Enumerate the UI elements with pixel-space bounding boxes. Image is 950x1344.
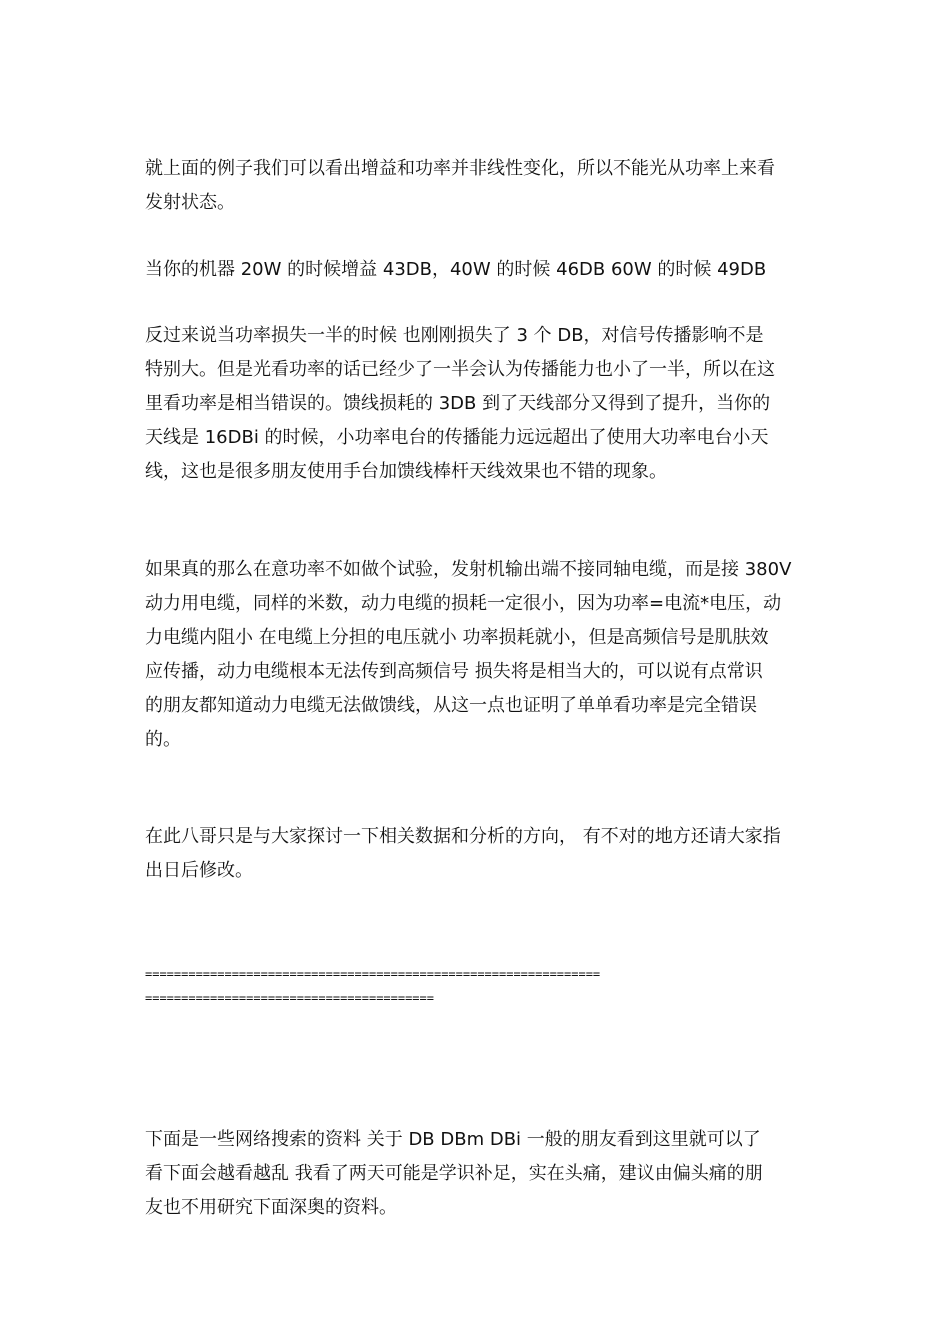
text-line: 反过来说当功率损失一半的时候 也刚刚损失了 3 个 DB，对信号传播影响不是 [145,325,764,346]
text-line: 线，这也是很多朋友使用手台加馈线棒杆天线效果也不错的现象。 [145,461,667,482]
text-line: 在此八哥只是与大家探讨一下相关数据和分析的方向， 有不对的地方还请大家指 [145,826,781,847]
paragraph-gain-power-nonlinear [145,152,813,220]
text-line: 如果真的那么在意功率不如做个试验，发射机输出端不接同轴电缆，而是接 380V [145,559,792,580]
text-line: 里看功率是相当错误的。馈线损耗的 3DB 到了天线部分又得到了提升，当你的 [145,393,771,414]
paragraph-half-power-loss [145,319,813,489]
separator-line [145,962,805,1010]
text-line: 的。 [145,729,181,750]
paragraph-power-gain-values [145,253,813,287]
separator-row: ======================================== [145,991,434,1005]
text-line: 应传播，动力电缆根本无法传到高频信号 损失将是相当大的，可以说有点常识 [145,661,763,682]
text-line: 发射状态。 [145,192,235,213]
text-line: 下面是一些网络搜索的资料 关于 DB DBm DBi 一般的朋友看到这里就可以了 [145,1129,761,1150]
text-line: 的朋友都知道动力电缆无法做馈线，从这一点也证明了单单看功率是完全错误 [145,695,757,716]
text-line: 天线是 16DBi 的时候，小功率电台的传播能力远远超出了使用大功率电台小天 [145,427,769,448]
text-line: 特别大。但是光看功率的话已经少了一半会认为传播能力也小了一半，所以在这 [145,359,775,380]
text-line: 友也不用研究下面深奥的资料。 [145,1197,397,1218]
separator-row: =============================================================== [145,967,601,981]
text-line: 看下面会越看越乱 我看了两天可能是学识补足，实在头痛，建议由偏头痛的朋 [145,1163,763,1184]
text-line: 动力用电缆，同样的米数，动力电缆的损耗一定很小，因为功率=电流*电压，动 [145,593,782,614]
text-line: 当你的机器 20W 的时候增益 43DB，40W 的时候 46DB 60W 的时候 49DB [145,259,767,280]
paragraph-power-cable-experiment [145,553,813,757]
paragraph-discussion-note [145,820,813,888]
text-line: 就上面的例子我们可以看出增益和功率并非线性变化，所以不能光从功率上来看 [145,158,775,179]
paragraph-search-materials [145,1123,813,1225]
text-line: 出日后修改。 [145,860,253,881]
text-line: 力电缆内阻小 在电缆上分担的电压就小 功率损耗就小，但是高频信号是肌肤效 [145,627,769,648]
